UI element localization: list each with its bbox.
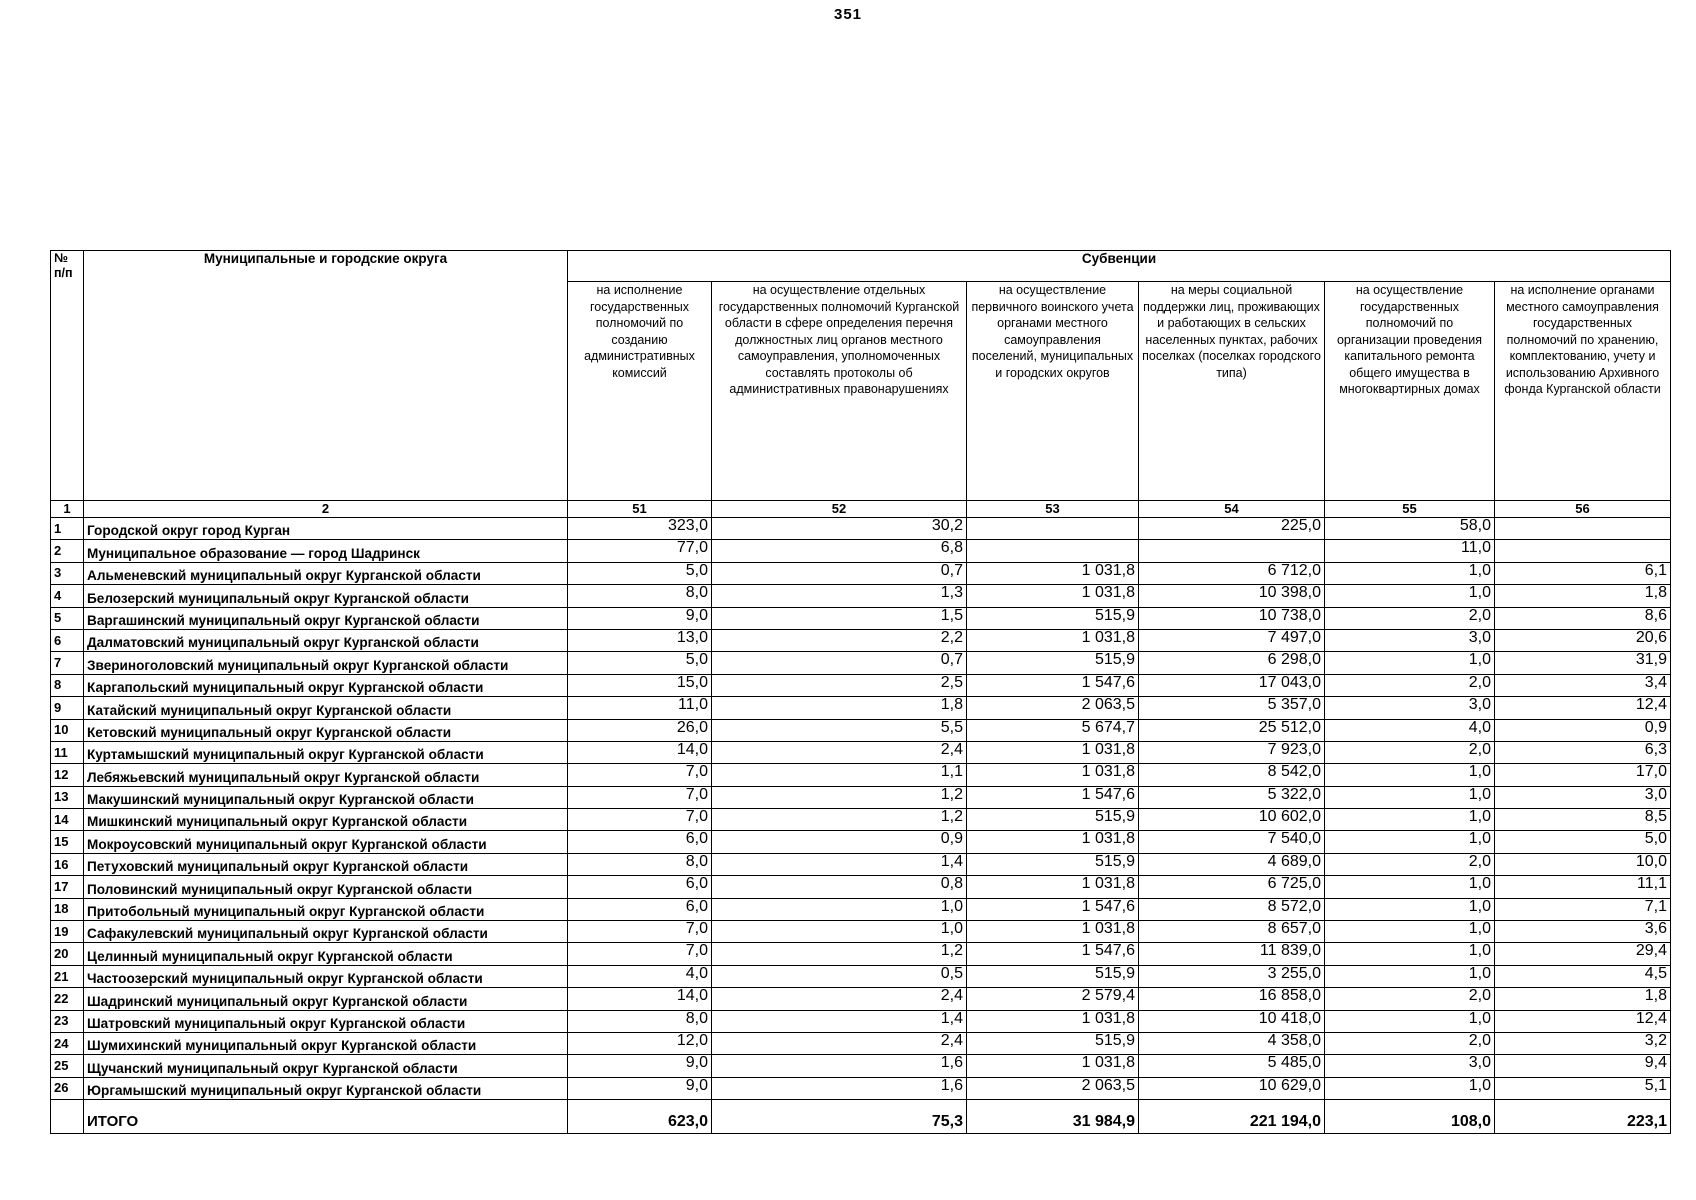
value-cell xyxy=(1495,518,1671,540)
value-cell: 2,0 xyxy=(1325,853,1495,875)
value-cell: 6,1 xyxy=(1495,562,1671,584)
value-cell: 1 547,6 xyxy=(967,786,1139,808)
table-row xyxy=(51,943,1671,965)
municipality-name: Мокроусовский муниципальный округ Курганской области xyxy=(84,831,568,853)
value-cell: 1 547,6 xyxy=(967,898,1139,920)
value-cell: 0,9 xyxy=(1495,719,1671,741)
table-row xyxy=(51,540,1671,562)
total-number-cell xyxy=(51,1100,84,1134)
value-cell: 1,0 xyxy=(1325,786,1495,808)
value-cell: 1 031,8 xyxy=(967,562,1139,584)
value-cell: 515,9 xyxy=(967,1032,1139,1054)
value-cell: 1 031,8 xyxy=(967,585,1139,607)
value-cell: 15,0 xyxy=(568,674,712,696)
value-cell: 11,1 xyxy=(1495,876,1671,898)
table-row xyxy=(51,741,1671,763)
value-cell: 5,1 xyxy=(1495,1077,1671,1099)
table-row xyxy=(51,853,1671,875)
row-number: 13 xyxy=(51,786,84,808)
value-cell: 12,0 xyxy=(568,1032,712,1054)
value-cell: 3,0 xyxy=(1325,1055,1495,1077)
table-row xyxy=(51,809,1671,831)
value-cell: 4 689,0 xyxy=(1139,853,1325,875)
value-cell: 14,0 xyxy=(568,741,712,763)
value-cell: 3,2 xyxy=(1495,1032,1671,1054)
value-cell: 3,6 xyxy=(1495,921,1671,943)
municipality-name: Катайский муниципальный округ Курганской области xyxy=(84,697,568,719)
table-row xyxy=(51,674,1671,696)
municipality-name: Каргапольский муниципальный округ Курганской области xyxy=(84,674,568,696)
value-cell: 3,0 xyxy=(1325,697,1495,719)
value-cell: 323,0 xyxy=(568,518,712,540)
value-cell: 1 031,8 xyxy=(967,921,1139,943)
value-cell xyxy=(1495,540,1671,562)
value-cell: 2,0 xyxy=(1325,1032,1495,1054)
table-row xyxy=(51,898,1671,920)
value-cell: 1,2 xyxy=(712,809,967,831)
municipality-name: Макушинский муниципальный округ Курганской области xyxy=(84,786,568,808)
row-number: 9 xyxy=(51,697,84,719)
value-cell: 1,5 xyxy=(712,607,967,629)
total-value: 75,3 xyxy=(712,1100,967,1134)
value-cell: 1,0 xyxy=(1325,652,1495,674)
value-cell: 8,0 xyxy=(568,853,712,875)
row-number: 25 xyxy=(51,1055,84,1077)
header-col-56: на исполнение органами местного самоуправления государственных полномочий по хранению, комплектованию, учету и использованию Архивного фонда Курганской области xyxy=(1495,282,1671,501)
header-col-52: на осуществление отдельных государственных полномочий Курганской области в сфере определения перечня должностных лиц органов местного самоуправления, уполномоченных составлять протоколы об административных правонарушениях xyxy=(712,282,967,501)
value-cell: 10 738,0 xyxy=(1139,607,1325,629)
value-cell: 515,9 xyxy=(967,652,1139,674)
value-cell: 5,0 xyxy=(568,562,712,584)
value-cell: 4,5 xyxy=(1495,965,1671,987)
value-cell: 5,0 xyxy=(1495,831,1671,853)
value-cell: 2,4 xyxy=(712,741,967,763)
municipality-name: Сафакулевский муниципальный округ Курганской области xyxy=(84,921,568,943)
value-cell: 2,2 xyxy=(712,629,967,651)
value-cell: 1 031,8 xyxy=(967,831,1139,853)
municipality-name: Звериноголовский муниципальный округ Курганской области xyxy=(84,652,568,674)
value-cell: 2,0 xyxy=(1325,988,1495,1010)
column-index: 53 xyxy=(967,501,1139,518)
value-cell: 58,0 xyxy=(1325,518,1495,540)
municipality-name: Половинский муниципальный округ Курганской области xyxy=(84,876,568,898)
row-number: 3 xyxy=(51,562,84,584)
row-number: 16 xyxy=(51,853,84,875)
municipality-name: Мишкинский муниципальный округ Курганской области xyxy=(84,809,568,831)
value-cell: 1,0 xyxy=(1325,965,1495,987)
value-cell: 9,0 xyxy=(568,607,712,629)
column-index-row xyxy=(51,501,1671,518)
value-cell: 2,0 xyxy=(1325,674,1495,696)
value-cell: 1 031,8 xyxy=(967,876,1139,898)
value-cell: 515,9 xyxy=(967,809,1139,831)
value-cell: 10,0 xyxy=(1495,853,1671,875)
municipality-name: Юргамышский муниципальный округ Курганской области xyxy=(84,1077,568,1099)
value-cell: 12,4 xyxy=(1495,697,1671,719)
value-cell: 1,0 xyxy=(1325,764,1495,786)
row-number: 21 xyxy=(51,965,84,987)
value-cell: 8 657,0 xyxy=(1139,921,1325,943)
row-number: 1 xyxy=(51,518,84,540)
total-value: 221 194,0 xyxy=(1139,1100,1325,1134)
municipality-name: Альменевский муниципальный округ Курганской области xyxy=(84,562,568,584)
value-cell: 515,9 xyxy=(967,965,1139,987)
value-cell: 1,0 xyxy=(1325,876,1495,898)
value-cell: 7,1 xyxy=(1495,898,1671,920)
value-cell: 2,0 xyxy=(1325,741,1495,763)
column-index: 52 xyxy=(712,501,967,518)
row-number: 20 xyxy=(51,943,84,965)
row-number: 5 xyxy=(51,607,84,629)
value-cell: 17,0 xyxy=(1495,764,1671,786)
value-cell: 1 031,8 xyxy=(967,764,1139,786)
value-cell: 7,0 xyxy=(568,921,712,943)
value-cell: 5,5 xyxy=(712,719,967,741)
table-row xyxy=(51,585,1671,607)
municipality-name: Городской округ город Курган xyxy=(84,518,568,540)
row-number: 2 xyxy=(51,540,84,562)
value-cell: 30,2 xyxy=(712,518,967,540)
municipality-name: Куртамышский муниципальный округ Курганской области xyxy=(84,741,568,763)
value-cell: 8,0 xyxy=(568,1010,712,1032)
row-number: 12 xyxy=(51,764,84,786)
row-number: 10 xyxy=(51,719,84,741)
header-municipality: Муниципальные и городские округа xyxy=(84,251,568,501)
column-index: 54 xyxy=(1139,501,1325,518)
value-cell: 7,0 xyxy=(568,764,712,786)
row-number: 22 xyxy=(51,988,84,1010)
value-cell: 1,0 xyxy=(1325,1010,1495,1032)
table-row xyxy=(51,1077,1671,1099)
municipality-name: Петуховский муниципальный округ Курганской области xyxy=(84,853,568,875)
value-cell: 0,7 xyxy=(712,562,967,584)
row-number: 14 xyxy=(51,809,84,831)
value-cell: 3,0 xyxy=(1495,786,1671,808)
table-row xyxy=(51,629,1671,651)
value-cell: 1,1 xyxy=(712,764,967,786)
value-cell: 9,0 xyxy=(568,1077,712,1099)
row-number: 18 xyxy=(51,898,84,920)
municipality-name: Шатровский муниципальный округ Курганской области xyxy=(84,1010,568,1032)
value-cell: 8,0 xyxy=(568,585,712,607)
value-cell: 1,0 xyxy=(1325,898,1495,920)
row-number: 19 xyxy=(51,921,84,943)
value-cell: 6,8 xyxy=(712,540,967,562)
value-cell: 17 043,0 xyxy=(1139,674,1325,696)
column-index: 55 xyxy=(1325,501,1495,518)
row-number: 23 xyxy=(51,1010,84,1032)
value-cell: 2 063,5 xyxy=(967,1077,1139,1099)
municipality-name: Далматовский муниципальный округ Курганской области xyxy=(84,629,568,651)
value-cell: 1,0 xyxy=(712,921,967,943)
table-row xyxy=(51,786,1671,808)
value-cell: 1,8 xyxy=(1495,988,1671,1010)
value-cell: 25 512,0 xyxy=(1139,719,1325,741)
row-number: 7 xyxy=(51,652,84,674)
header-col-53: на осуществление первичного воинского учета органами местного самоуправления поселений, муниципальных и городских округов xyxy=(967,282,1139,501)
table-row xyxy=(51,607,1671,629)
total-row xyxy=(51,1100,1671,1134)
table-row xyxy=(51,921,1671,943)
column-index: 2 xyxy=(84,501,568,518)
table-row xyxy=(51,562,1671,584)
column-index: 51 xyxy=(568,501,712,518)
value-cell: 8,5 xyxy=(1495,809,1671,831)
value-cell: 1,0 xyxy=(1325,809,1495,831)
value-cell: 4,0 xyxy=(1325,719,1495,741)
header-col-51: на исполнение государственных полномочий по созданию административных комиссий xyxy=(568,282,712,501)
value-cell: 3,4 xyxy=(1495,674,1671,696)
municipality-name: Шумихинский муниципальный округ Курганской области xyxy=(84,1032,568,1054)
value-cell: 16 858,0 xyxy=(1139,988,1325,1010)
value-cell: 6 298,0 xyxy=(1139,652,1325,674)
value-cell: 1,0 xyxy=(1325,1077,1495,1099)
municipality-name: Притобольный муниципальный округ Курганской области xyxy=(84,898,568,920)
municipality-name: Шадринский муниципальный округ Курганской области xyxy=(84,988,568,1010)
municipality-name: Кетовский муниципальный округ Курганской области xyxy=(84,719,568,741)
value-cell: 1 547,6 xyxy=(967,674,1139,696)
value-cell: 1,0 xyxy=(1325,562,1495,584)
row-number: 11 xyxy=(51,741,84,763)
value-cell: 6,0 xyxy=(568,898,712,920)
value-cell: 5 357,0 xyxy=(1139,697,1325,719)
table-row xyxy=(51,831,1671,853)
row-number: 26 xyxy=(51,1077,84,1099)
value-cell: 2,0 xyxy=(1325,607,1495,629)
value-cell: 10 629,0 xyxy=(1139,1077,1325,1099)
value-cell: 7 923,0 xyxy=(1139,741,1325,763)
municipality-name: Целинный муниципальный округ Курганской области xyxy=(84,943,568,965)
value-cell: 11 839,0 xyxy=(1139,943,1325,965)
value-cell: 225,0 xyxy=(1139,518,1325,540)
value-cell: 6 725,0 xyxy=(1139,876,1325,898)
value-cell: 3,0 xyxy=(1325,629,1495,651)
value-cell: 8 542,0 xyxy=(1139,764,1325,786)
value-cell: 7,0 xyxy=(568,809,712,831)
value-cell: 4 358,0 xyxy=(1139,1032,1325,1054)
total-label: ИТОГО xyxy=(84,1100,568,1134)
value-cell: 6,3 xyxy=(1495,741,1671,763)
value-cell: 5 674,7 xyxy=(967,719,1139,741)
table-row xyxy=(51,764,1671,786)
value-cell xyxy=(967,540,1139,562)
page-number: 351 xyxy=(833,6,863,23)
value-cell: 1,6 xyxy=(712,1055,967,1077)
value-cell: 31,9 xyxy=(1495,652,1671,674)
value-cell: 7 540,0 xyxy=(1139,831,1325,853)
value-cell: 1,0 xyxy=(1325,585,1495,607)
value-cell: 1,4 xyxy=(712,853,967,875)
row-number: 17 xyxy=(51,876,84,898)
header-number: № п/п xyxy=(51,251,84,501)
value-cell: 26,0 xyxy=(568,719,712,741)
table-row xyxy=(51,1032,1671,1054)
total-value: 223,1 xyxy=(1495,1100,1671,1134)
value-cell: 1 031,8 xyxy=(967,629,1139,651)
value-cell: 10 602,0 xyxy=(1139,809,1325,831)
table-row xyxy=(51,1055,1671,1077)
value-cell: 4,0 xyxy=(568,965,712,987)
municipality-name: Частоозерский муниципальный округ Курганской области xyxy=(84,965,568,987)
table-row xyxy=(51,876,1671,898)
value-cell: 515,9 xyxy=(967,853,1139,875)
row-number: 4 xyxy=(51,585,84,607)
value-cell: 5,0 xyxy=(568,652,712,674)
value-cell: 0,5 xyxy=(712,965,967,987)
value-cell: 29,4 xyxy=(1495,943,1671,965)
table-row xyxy=(51,652,1671,674)
municipality-name: Варгашинский муниципальный округ Курганской области xyxy=(84,607,568,629)
value-cell: 1,0 xyxy=(712,898,967,920)
value-cell: 1,4 xyxy=(712,1010,967,1032)
value-cell: 2 579,4 xyxy=(967,988,1139,1010)
municipality-name: Щучанский муниципальный округ Курганской области xyxy=(84,1055,568,1077)
value-cell: 9,0 xyxy=(568,1055,712,1077)
column-index: 1 xyxy=(51,501,84,518)
value-cell: 0,8 xyxy=(712,876,967,898)
value-cell: 1 031,8 xyxy=(967,741,1139,763)
value-cell: 1,8 xyxy=(712,697,967,719)
table-row xyxy=(51,697,1671,719)
header-col-55: на осуществление государственных полномочий по организации проведения капитального ремонта общего имущества в многоквартирных домах xyxy=(1325,282,1495,501)
value-cell: 11,0 xyxy=(568,697,712,719)
row-number: 8 xyxy=(51,674,84,696)
value-cell: 6,0 xyxy=(568,876,712,898)
value-cell: 1,6 xyxy=(712,1077,967,1099)
value-cell: 11,0 xyxy=(1325,540,1495,562)
value-cell: 2,5 xyxy=(712,674,967,696)
value-cell: 8 572,0 xyxy=(1139,898,1325,920)
value-cell: 1 547,6 xyxy=(967,943,1139,965)
row-number: 15 xyxy=(51,831,84,853)
table-row xyxy=(51,518,1671,540)
value-cell: 1,2 xyxy=(712,943,967,965)
value-cell: 0,9 xyxy=(712,831,967,853)
value-cell: 1 031,8 xyxy=(967,1010,1139,1032)
total-value: 623,0 xyxy=(568,1100,712,1134)
value-cell xyxy=(967,518,1139,540)
value-cell: 1 031,8 xyxy=(967,1055,1139,1077)
value-cell: 6 712,0 xyxy=(1139,562,1325,584)
value-cell: 1,0 xyxy=(1325,921,1495,943)
value-cell: 0,7 xyxy=(712,652,967,674)
value-cell: 20,6 xyxy=(1495,629,1671,651)
value-cell: 1,8 xyxy=(1495,585,1671,607)
value-cell: 7,0 xyxy=(568,943,712,965)
value-cell: 2,4 xyxy=(712,1032,967,1054)
value-cell: 14,0 xyxy=(568,988,712,1010)
value-cell: 2 063,5 xyxy=(967,697,1139,719)
value-cell: 3 255,0 xyxy=(1139,965,1325,987)
value-cell: 1,2 xyxy=(712,786,967,808)
value-cell: 77,0 xyxy=(568,540,712,562)
subsidy-table xyxy=(50,250,1671,1134)
value-cell: 1,0 xyxy=(1325,831,1495,853)
municipality-name: Лебяжьевский муниципальный округ Курганской области xyxy=(84,764,568,786)
row-number: 6 xyxy=(51,629,84,651)
value-cell: 1,0 xyxy=(1325,943,1495,965)
municipality-name: Муниципальное образование — город Шадринск xyxy=(84,540,568,562)
value-cell: 13,0 xyxy=(568,629,712,651)
value-cell: 2,4 xyxy=(712,988,967,1010)
value-cell: 9,4 xyxy=(1495,1055,1671,1077)
value-cell: 6,0 xyxy=(568,831,712,853)
table-row xyxy=(51,965,1671,987)
value-cell: 7 497,0 xyxy=(1139,629,1325,651)
value-cell: 515,9 xyxy=(967,607,1139,629)
table-row xyxy=(51,719,1671,741)
value-cell: 10 398,0 xyxy=(1139,585,1325,607)
table-row xyxy=(51,988,1671,1010)
row-number: 24 xyxy=(51,1032,84,1054)
municipality-name: Белозерский муниципальный округ Курганской области xyxy=(84,585,568,607)
header-subsidies: Субвенции xyxy=(568,251,1671,282)
table-row xyxy=(51,1010,1671,1032)
value-cell: 12,4 xyxy=(1495,1010,1671,1032)
value-cell: 8,6 xyxy=(1495,607,1671,629)
value-cell xyxy=(1139,540,1325,562)
value-cell: 5 322,0 xyxy=(1139,786,1325,808)
header-col-54: на меры социальной поддержки лиц, проживающих и работающих в сельских населенных пунктах, рабочих поселках (поселках городского типа) xyxy=(1139,282,1325,501)
total-value: 31 984,9 xyxy=(967,1100,1139,1134)
value-cell: 10 418,0 xyxy=(1139,1010,1325,1032)
total-value: 108,0 xyxy=(1325,1100,1495,1134)
value-cell: 7,0 xyxy=(568,786,712,808)
value-cell: 1,3 xyxy=(712,585,967,607)
value-cell: 5 485,0 xyxy=(1139,1055,1325,1077)
column-index: 56 xyxy=(1495,501,1671,518)
